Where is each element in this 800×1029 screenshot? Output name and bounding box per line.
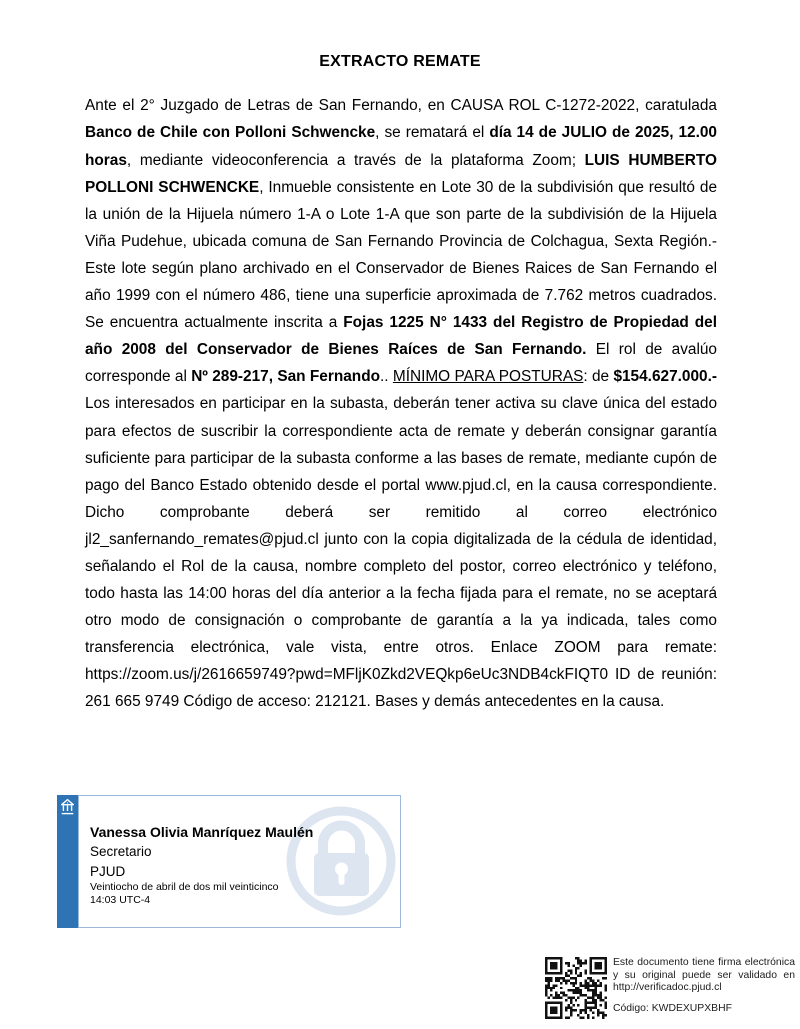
- signatory-name: Vanessa Olivia Manríquez Maulén: [90, 824, 314, 840]
- qr-code-icon: [545, 957, 607, 1019]
- verification-code: Código: KWDEXUPXBHF: [613, 1002, 732, 1014]
- signature-card: [78, 795, 401, 928]
- signature-date: Veintiocho de abril de dos mil veinticinco: [90, 881, 279, 893]
- verification-block: [545, 957, 795, 1019]
- signatory-institution: PJUD: [90, 864, 126, 879]
- extract-paragraph: Ante el 2° Juzgado de Letras de San Fernando, en CAUSA ROL C-1272-2022, caratulada Banco de Chile con Polloni Schwencke, se rematará el día 14 de JULIO de 2025, 12.00 horas, mediante videoconferencia a través de la plataforma Zoom; LUIS HUMBERTO POLLONI SCHWENCKE, Inmueble consistente en Lote 30 de la subdivisión que resultó de la unión de la Hijuela número 1-A o Lote 1-A que son parte de la subdivisión de la Hijuela Viña Pudehue, ubicada comuna de San Fernando Provincia de Colchagua, Sexta Región.- Este lote según plano archivado en el Conservador de Bienes Raices de San Fernando el año 1999 con el número 486, tiene una superficie aproximada de 7.762 metros cuadrados. Se encuentra actualmente inscrita a Fojas 1225 N° 1433 del Registro de Propiedad del año 2008 del Conservador de Bienes Raíces de San Fernando. El rol de avalúo corresponde al Nº 289-217, San Fernando.. MÍNIMO PARA POSTURAS: de $154.627.000.- Los interesados en participar en la subasta, deberán tener activa su clave única del estado para efectos de suscribir la correspondiente acta de remate y deberán consignar garantía suficiente para participar de la subasta conforme a las bases de remate, mediante cupón de pago del Banco Estado obtenido desde el portal www.pjud.cl, en la causa correspondiente. Dicho comprobante deberá ser remitido al correo electrónico jl2_sanfernando_remates@pjud.cl junto con la copia digitalizada de la cédula de identidad, señalando el Rol de la causa, nombre completo del postor, correo electrónico y teléfono, todo hasta las 14:00 horas del día anterior a la fecha fijada para el remate, no se aceptará otro modo de consignación o comprobante de garantía a la ya indicada, tales como transferencia electrónica, vale vista, entre otros. Enlace ZOOM para remate: https://zoom.us/j/2616659749?pwd=MFljK0Zkd2VEQkp6eUc3NDB4ckFIQT0 ID de reunión: 261 665 9749 Código de acceso: 212121. Bases y demás antecedentes en la causa.: [85, 97, 717, 711]
- signature-accent-bar: [57, 795, 78, 928]
- signature-time: 14:03 UTC-4: [90, 894, 151, 906]
- verification-text: Este documento tiene firma electrónica y su original puede ser validado en http://verificadoc.pjud.cl: [613, 957, 795, 994]
- signature-block: [57, 795, 400, 928]
- page-title: EXTRACTO REMATE: [319, 53, 481, 70]
- signatory-role: Secretario: [90, 844, 152, 859]
